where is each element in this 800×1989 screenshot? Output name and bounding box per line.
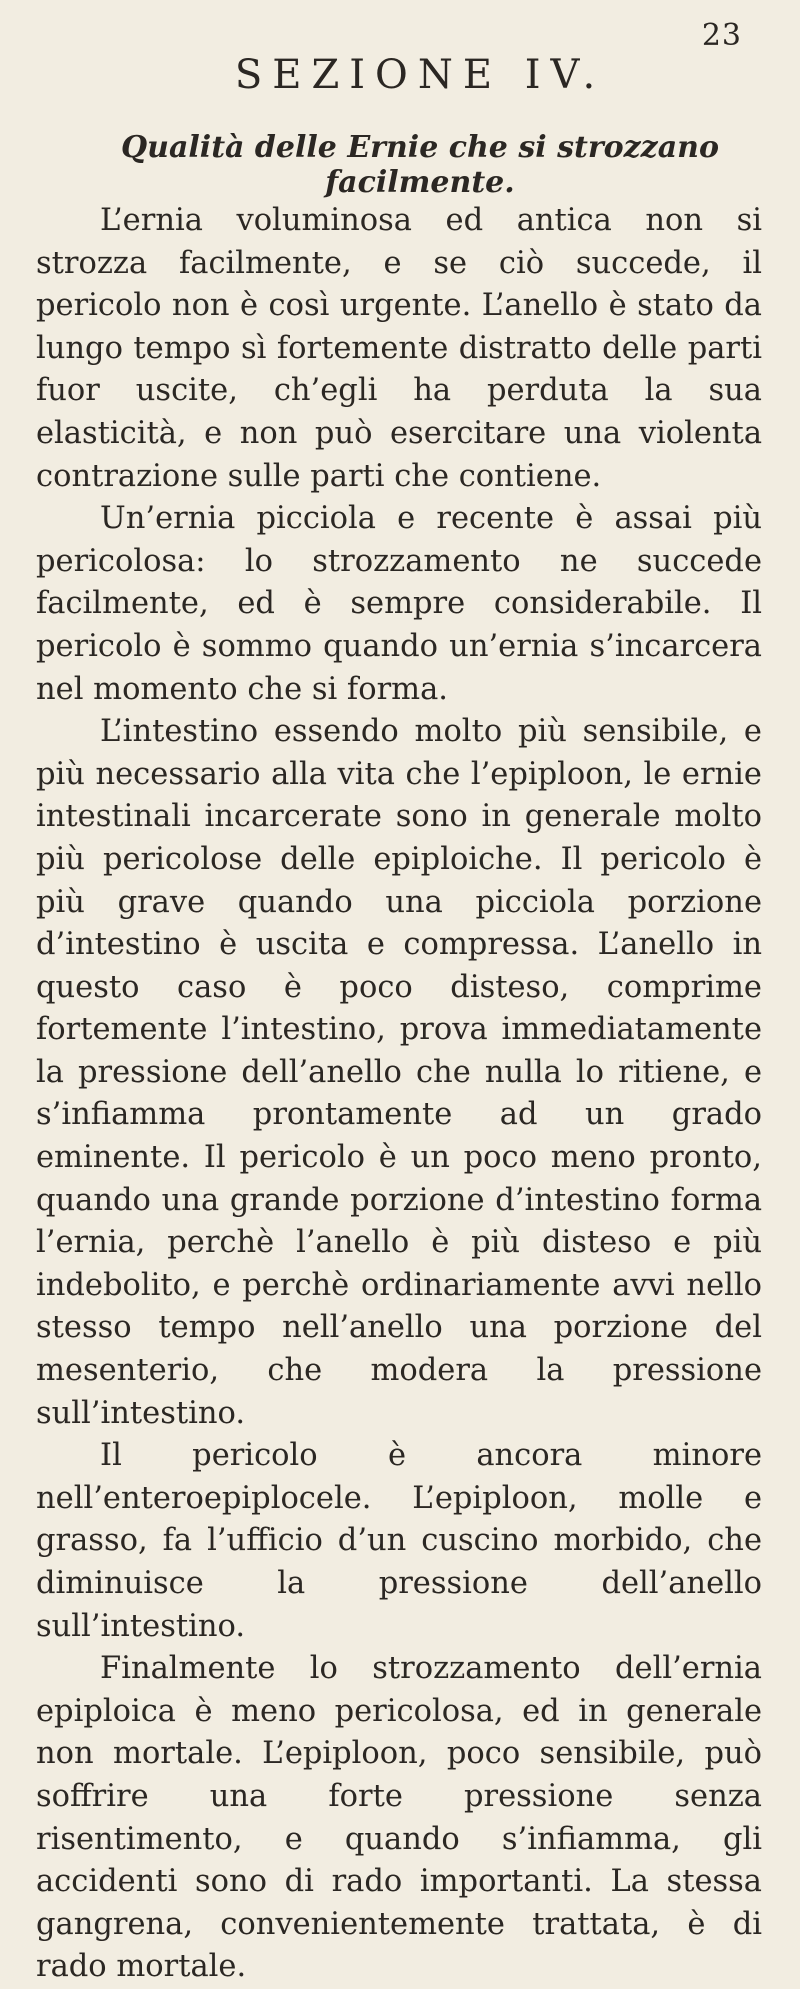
- section-subtitle: Qualità delle Ernie che si strozzano facilmente.: [121, 130, 719, 200]
- section-title: SEZIONE IV.: [234, 52, 606, 98]
- paragraph: L’ernia voluminosa ed antica non si strozza facilmente, e se ciò succede, il pericolo non è così urgente. L’anello è stato da lungo tempo sì fortemente distratto delle parti fuor uscite, ch’egli ha perduta la sua elasticità, e non può esercitare una violenta contrazione sulle parti che contiene.: [36, 203, 762, 494]
- body-text: [36, 200, 762, 1989]
- paragraph: Finalmente lo strozzamento dell’ernia epiploica è meno pericolosa, ed in generale non mortale. L’epiploon, poco sensibile, può soffrire una forte pressione senza risentimento, e quando s’infiamma, gli accidenti sono di rado importanti. La stessa gangrena, convenientemente trattata, è di rado mortale.: [36, 1651, 762, 1985]
- page-number: 23: [701, 18, 742, 53]
- paragraph: Un’ernia picciola e recente è assai più pericolosa: lo strozzamento ne succede facilmente, ed è sempre considerabile. Il pericolo è sommo quando un’ernia s’incarcera nel momento che si forma.: [36, 501, 762, 707]
- paragraph: L’intestino essendo molto più sensibile, e più necessario alla vita che l’epiploon, le ernie intestinali incarcerate sono in generale molto più pericolose delle epiploiche. Il pericolo è più grave quando una picciola porzione d’intestino è uscita e compressa. L’anello in questo caso è poco disteso, comprime fortemente l’intestino, prova immediatamente la pressione dell’anello che nulla lo ritiene, e s’infiamma prontamente ad un grado eminente. Il pericolo è un poco meno pronto, quando una grande porzione d’intestino forma l’ernia, perchè l’anello è più disteso e più indebolito, e perchè ordinariamente avvi nello stesso tempo nell’anello una porzione del mesenterio, che modera la pressione sull’intestino.: [36, 714, 762, 1431]
- paragraph: Il pericolo è ancora minore nell’enteroepiplocele. L’epiploon, molle e grasso, fa l’ufficio d’un cuscino morbido, che diminuisce la pressione dell’anello sull’intestino.: [36, 1438, 762, 1644]
